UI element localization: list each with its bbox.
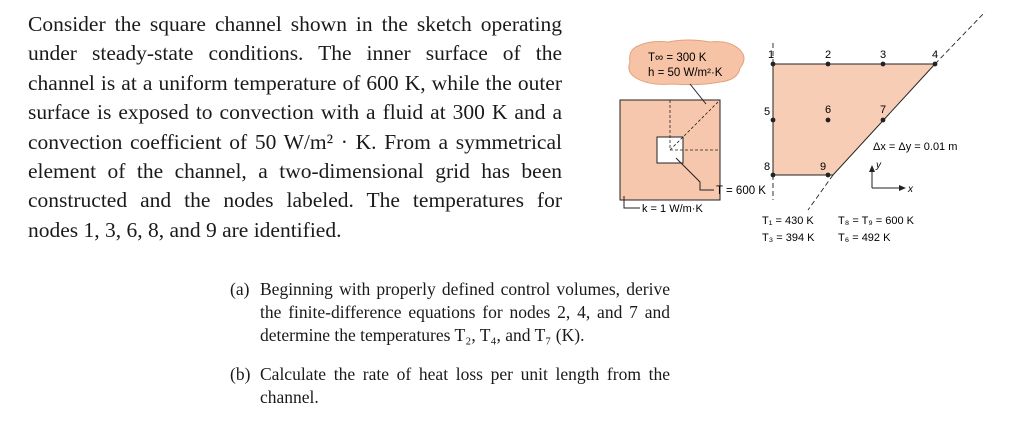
x-axis-arrowhead <box>899 185 906 191</box>
node-label-4: 4 <box>932 49 939 61</box>
node-4 <box>933 62 938 67</box>
node-label-8: 8 <box>764 161 771 173</box>
fluid-h-label: h = 50 W/m²·K <box>648 67 723 79</box>
symmetry-extension-bottom <box>808 175 833 210</box>
known-temp-t6: T₆ = 492 K <box>838 232 891 244</box>
node-label-6: 6 <box>825 104 832 116</box>
node-7 <box>881 118 886 123</box>
part-a-text: Beginning with properly defined control volumes, derive the finite-difference equations for nodes 2, 4, and 7 and determine the temperatures T₂, T₄, and T₇ (K). <box>260 279 670 345</box>
known-temp-t1: T₁ = 430 K <box>762 215 814 227</box>
node-6 <box>826 118 831 123</box>
node-3 <box>881 62 886 67</box>
node-label-2: 2 <box>825 49 832 61</box>
node-label-7: 7 <box>880 104 887 116</box>
inner-temp-label: T = 600 K <box>716 185 766 197</box>
node-label-1: 1 <box>768 49 775 61</box>
grid-region <box>773 64 935 175</box>
symmetry-extension-top <box>935 12 985 64</box>
grid-spacing-label: Δx = Δy = 0.01 m <box>873 141 958 153</box>
node-9 <box>826 173 831 178</box>
problem-statement: Consider the square channel shown in the sketch operating under steady-state conditions. The inner surface of the channel is at a uniform temperature of 600 K, while the outer surface is exposed to convection with a fluid at 300 K and a convection coefficient of 50 W/m² · K. From a symmetrical element of the channel, a two-dimensional grid has been constructed and the nodes labeled. The temperatures for nodes 1, 3, 6, 8, and 9 are identified. <box>28 12 562 242</box>
node-label-3: 3 <box>880 49 887 61</box>
part-b-label: (b) <box>230 364 251 384</box>
node-label-9: 9 <box>820 161 827 173</box>
known-temperatures <box>762 215 915 244</box>
known-temp-t8-t9: T₈ = T₉ = 600 K <box>838 215 914 227</box>
known-temp-t3: T₃ = 394 K <box>762 232 815 244</box>
node-8 <box>771 173 776 178</box>
node-1 <box>771 62 776 67</box>
part-a-label: (a) <box>230 279 250 299</box>
y-axis-label: y <box>876 160 881 171</box>
part-b-text: Calculate the rate of heat loss per unit length from the channel. <box>260 364 670 407</box>
node-label-5: 5 <box>764 106 771 118</box>
x-axis-label: x <box>908 184 913 195</box>
node-2 <box>826 62 831 67</box>
y-axis-arrowhead <box>869 165 875 172</box>
wall-k-label: k = 1 W/m·K <box>642 203 703 215</box>
node-5 <box>771 118 776 123</box>
fluid-temp-label: T∞ = 300 K <box>648 52 707 64</box>
